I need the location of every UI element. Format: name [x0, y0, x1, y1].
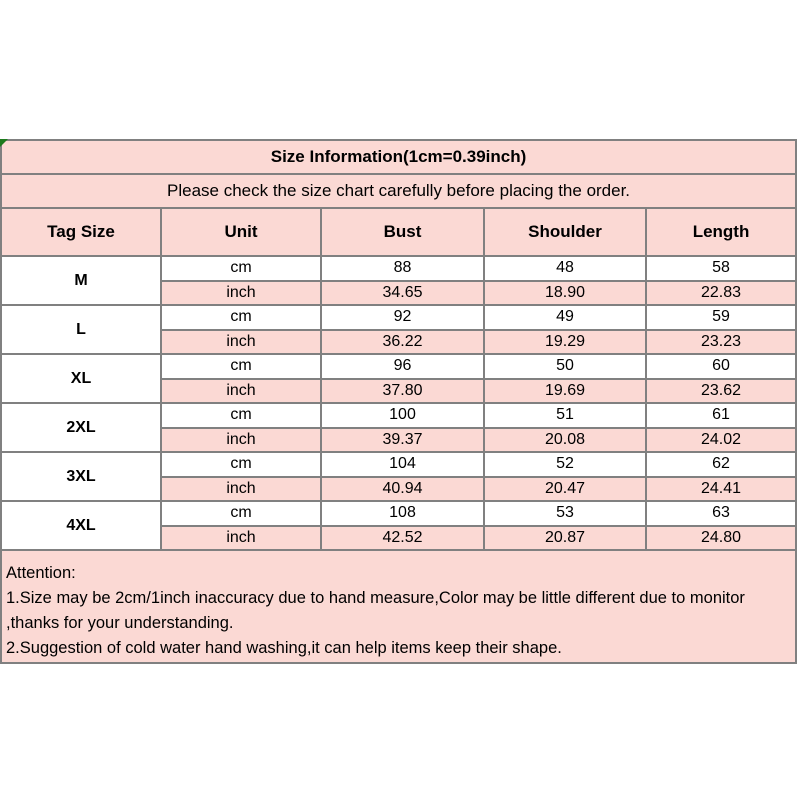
attention-line: ,thanks for your understanding.: [6, 614, 234, 632]
unit-cell: cm: [161, 354, 321, 379]
value-cell: 20.47: [484, 477, 646, 502]
value-cell: 96: [321, 354, 484, 379]
value-cell: 24.02: [646, 428, 796, 453]
value-cell: 40.94: [321, 477, 484, 502]
tag-size-cell-4xl: 4XL: [1, 501, 161, 550]
value-cell: 62: [646, 452, 796, 477]
value-cell: 24.80: [646, 526, 796, 551]
subtitle-row: [1, 174, 796, 208]
value-cell: 104: [321, 452, 484, 477]
value-cell: 60: [646, 354, 796, 379]
attention-row: [1, 550, 796, 663]
unit-cell: inch: [161, 330, 321, 355]
table-subtitle: Please check the size chart carefully before placing the order.: [1, 174, 796, 208]
tag-size-cell-3xl: 3XL: [1, 452, 161, 501]
value-cell: 59: [646, 305, 796, 330]
size-table: [0, 139, 797, 664]
unit-cell: cm: [161, 403, 321, 428]
value-cell: 37.80: [321, 379, 484, 404]
value-cell: 42.52: [321, 526, 484, 551]
value-cell: 18.90: [484, 281, 646, 306]
attention-block: [1, 550, 796, 663]
value-cell: 49: [484, 305, 646, 330]
column-header-shoulder: Shoulder: [484, 208, 646, 256]
value-cell: 50: [484, 354, 646, 379]
size-row-3xl-cm: [1, 452, 796, 477]
value-cell: 20.08: [484, 428, 646, 453]
unit-cell: inch: [161, 477, 321, 502]
green-corner-marker-icon: [0, 139, 8, 147]
size-row-2xl-cm: [1, 403, 796, 428]
value-cell: 63: [646, 501, 796, 526]
value-cell: 19.69: [484, 379, 646, 404]
column-header-length: Length: [646, 208, 796, 256]
unit-cell: cm: [161, 305, 321, 330]
column-header-unit: Unit: [161, 208, 321, 256]
tag-size-cell-m: M: [1, 256, 161, 305]
table-title: Size Information(1cm=0.39inch): [1, 140, 796, 174]
value-cell: 52: [484, 452, 646, 477]
column-header-tag-size: Tag Size: [1, 208, 161, 256]
tag-size-cell-l: L: [1, 305, 161, 354]
value-cell: 22.83: [646, 281, 796, 306]
value-cell: 88: [321, 256, 484, 281]
value-cell: 100: [321, 403, 484, 428]
column-header-bust: Bust: [321, 208, 484, 256]
unit-cell: inch: [161, 526, 321, 551]
value-cell: 61: [646, 403, 796, 428]
value-cell: 20.87: [484, 526, 646, 551]
unit-cell: cm: [161, 501, 321, 526]
unit-cell: inch: [161, 379, 321, 404]
size-row-4xl-cm: [1, 501, 796, 526]
value-cell: 19.29: [484, 330, 646, 355]
value-cell: 39.37: [321, 428, 484, 453]
header-row: [1, 208, 796, 256]
value-cell: 53: [484, 501, 646, 526]
attention-line: 2.Suggestion of cold water hand washing,it can help items keep their shape.: [6, 639, 562, 657]
value-cell: 24.41: [646, 477, 796, 502]
value-cell: 51: [484, 403, 646, 428]
value-cell: 58: [646, 256, 796, 281]
value-cell: 48: [484, 256, 646, 281]
unit-cell: cm: [161, 256, 321, 281]
unit-cell: cm: [161, 452, 321, 477]
unit-cell: inch: [161, 281, 321, 306]
size-row-m-cm: [1, 256, 796, 281]
unit-cell: inch: [161, 428, 321, 453]
attention-line: 1.Size may be 2cm/1inch inaccuracy due to hand measure,Color may be little different due to monitor: [6, 589, 745, 607]
size-row-l-cm: [1, 305, 796, 330]
tag-size-cell-2xl: 2XL: [1, 403, 161, 452]
value-cell: 34.65: [321, 281, 484, 306]
value-cell: 23.62: [646, 379, 796, 404]
value-cell: 108: [321, 501, 484, 526]
value-cell: 36.22: [321, 330, 484, 355]
size-row-xl-cm: [1, 354, 796, 379]
value-cell: 92: [321, 305, 484, 330]
attention-heading: Attention:: [6, 564, 76, 582]
title-row: [1, 140, 796, 174]
value-cell: 23.23: [646, 330, 796, 355]
tag-size-cell-xl: XL: [1, 354, 161, 403]
